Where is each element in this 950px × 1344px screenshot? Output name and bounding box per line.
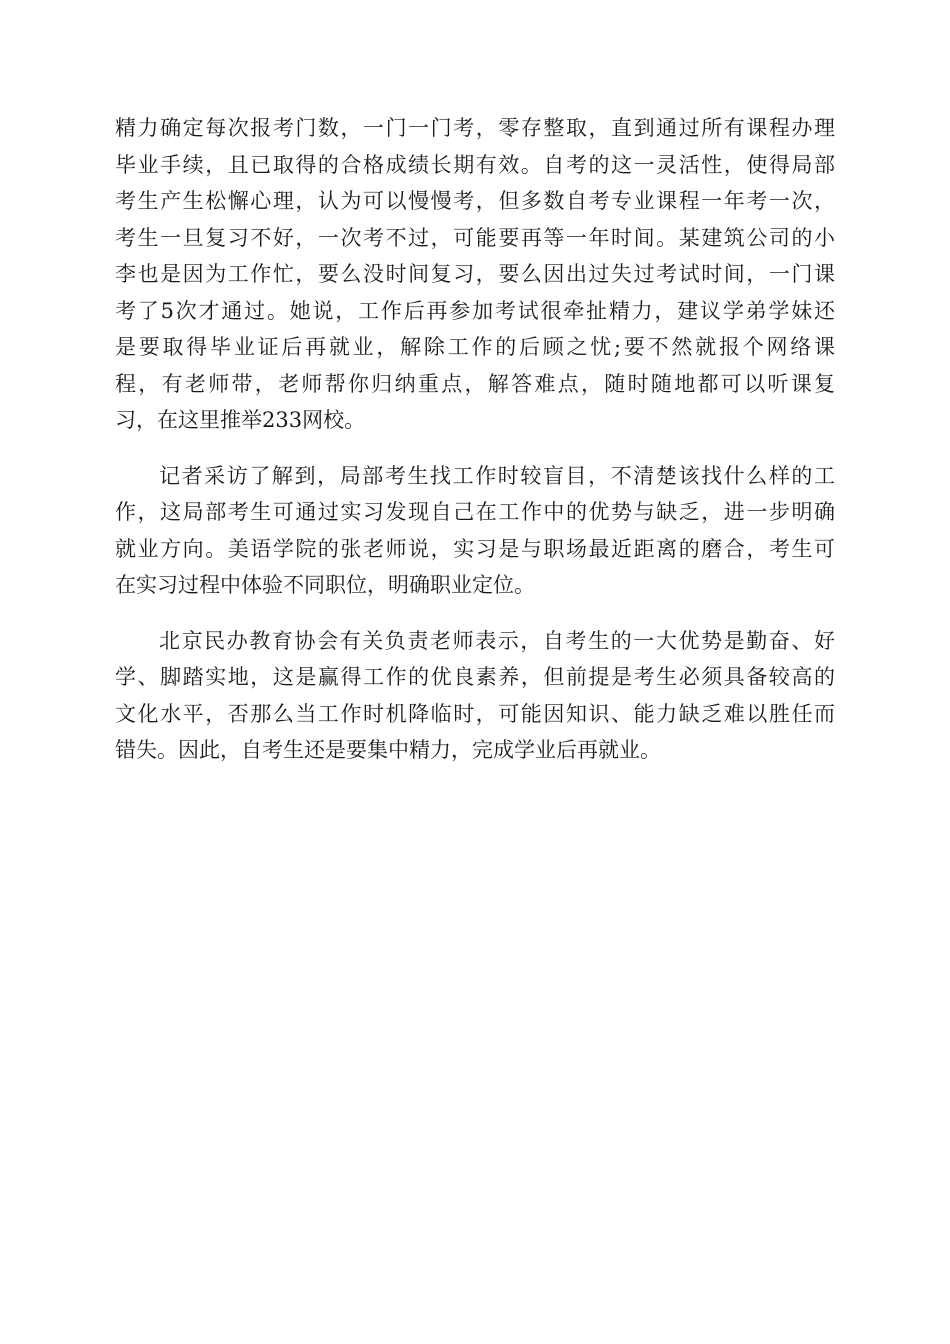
text-line: 记者采访了解到，局部考生找工作时较盲目，不清楚该找什么样的工: [159, 463, 835, 488]
text-line: 李也是因为工作忙，要么没时间复习，要么因出过失过考试时间，一门课: [115, 262, 835, 286]
text-line: 错失。因此，自考生还是要集中精力，完成学业后再就业。: [115, 738, 661, 762]
text-line: 就业方向。美语学院的张老师说，实习是与职场最近距离的磨合，考生可: [115, 536, 835, 561]
text-line: 文化水平，否那么当工作时机降临时，可能因知识、能力缺乏难以胜任而: [115, 701, 835, 726]
text-line: 北京民办教育协会有关负责老师表示，自考生的一大优势是勤奋、好: [159, 628, 835, 653]
paragraph-1: [115, 110, 835, 439]
text-line: 考了5次才通过。她说，工作后再参加考试很牵扯精力，建议学弟学妹还: [115, 298, 835, 323]
text-line: 学、脚踏实地，这是赢得工作的优良素养，但前提是考生必须具备较高的: [115, 665, 835, 689]
text-line: 在实习过程中体验不同职位，明确职业定位。: [115, 573, 535, 597]
text-line: 考生产生松懈心理，认为可以慢慢考，但多数自考专业课程一年考一次，: [115, 189, 835, 213]
text-line: 习，在这里推举233网校。: [115, 408, 366, 432]
paragraph-2: [115, 458, 835, 604]
paragraph-3: [115, 623, 835, 769]
document-body: [115, 110, 835, 788]
text-line: 考生一旦复习不好，一次考不过，可能要再等一年时间。某建筑公司的小: [115, 225, 835, 250]
text-line: 作，这局部考生可通过实习发现自己在工作中的优势与缺乏，进一步明确: [115, 500, 835, 524]
text-line: 程，有老师带，老师帮你归纳重点，解答难点，随时随地都可以听课复: [115, 371, 835, 396]
text-line: 是要取得毕业证后再就业，解除工作的后顾之忧;要不然就报个网络课: [115, 335, 835, 359]
text-line: 精力确定每次报考门数，一门一门考，零存整取，直到通过所有课程办理: [115, 116, 835, 140]
text-line: 毕业手续，且已取得的合格成绩长期有效。自考的这一灵活性，使得局部: [115, 152, 835, 177]
